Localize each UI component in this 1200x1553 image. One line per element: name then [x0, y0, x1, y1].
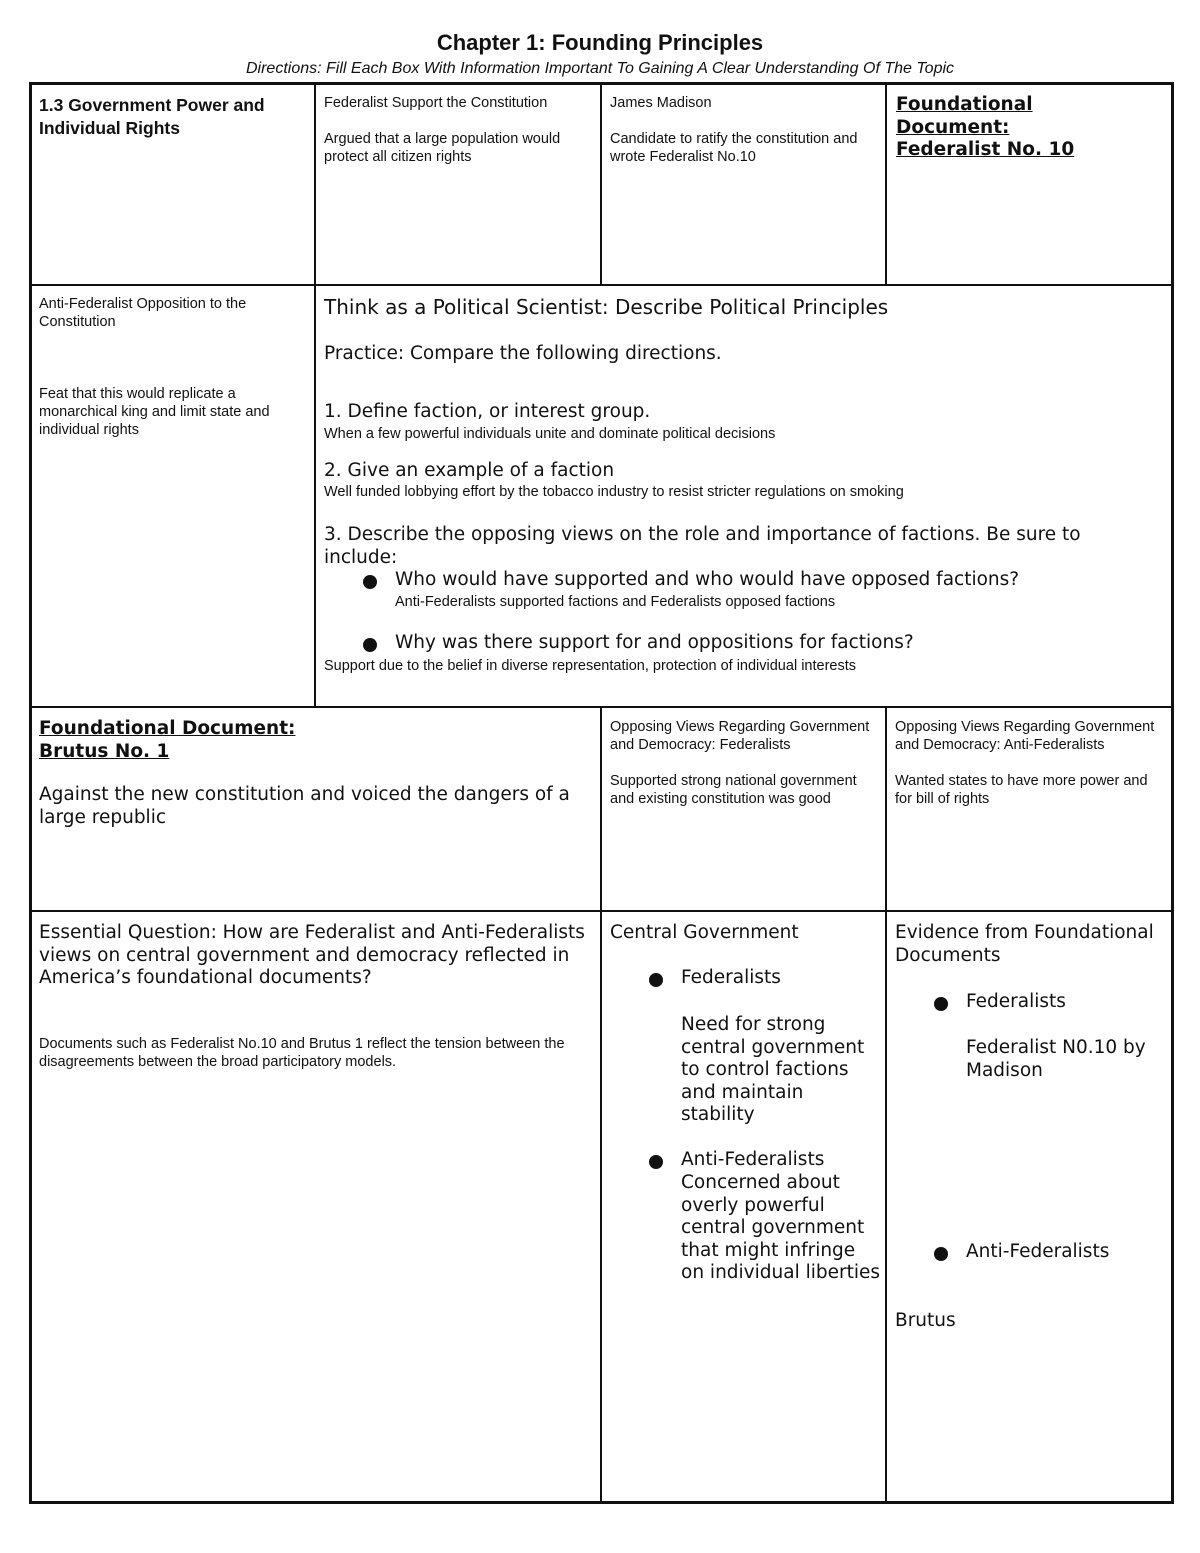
topic-label: 1.3 Government Power and Individual Rights — [39, 95, 265, 138]
brutus-doc-label: Foundational Document: — [39, 718, 296, 739]
question-1: 1. Define faction, or interest group. — [324, 401, 651, 422]
federalists-view-answer: Supported strong national government and existing constitution was good — [610, 773, 857, 807]
answer-2: Well funded lobbying effort by the tobacco industry to resist stricter regulations on smoking — [324, 484, 904, 500]
bullet-icon — [649, 1155, 663, 1169]
federalists-view-cell — [610, 718, 880, 808]
essential-question: Essential Question: How are Federalist and Anti-Federalists views on central government and democracy reflected in America’s foundational documents? — [39, 922, 585, 988]
political-scientist-cell — [316, 286, 1171, 706]
answer-1: When a few powerful individuals unite and dominate political decisions — [324, 426, 776, 442]
foundational-doc-title: Federalist No. 10 — [896, 139, 1075, 160]
madison-answer: Candidate to ratify the constitution and wrote Federalist No.10 — [610, 131, 858, 165]
anti-federalist-label: Anti-Federalist Opposition to the Constitution — [39, 296, 247, 330]
bullet-icon — [934, 1247, 948, 1261]
evidence-federalists-answer: Federalist N0.10 by Madison — [966, 1037, 1146, 1081]
grid-line — [1171, 82, 1174, 1504]
foundational-doc-federalist-cell — [896, 94, 1166, 162]
madison-cell — [610, 94, 875, 166]
bullet-1-question: Who would have supported and who would have opposed factions? — [395, 569, 1020, 590]
bullet-2-answer: Support due to the belief in diverse representation, protection of individual interests — [324, 658, 856, 674]
foundational-doc-label: Foundational Document: — [896, 94, 1033, 138]
central-government-cell — [602, 912, 885, 1501]
madison-label: James Madison — [610, 95, 712, 111]
brutus-answer: Against the new constitution and voiced the dangers of a large republic — [39, 784, 570, 828]
bullet-2-question: Why was there support for and oppositions for factions? — [395, 632, 914, 653]
grid-line — [600, 82, 602, 286]
grid-line — [29, 82, 32, 1504]
anti-federalist-answer: Feat that this would replicate a monarchical king and limit state and individual rights — [39, 386, 270, 438]
anti-federalists-view-cell — [895, 718, 1165, 808]
evidence-anti-answer: Brutus — [895, 1310, 956, 1331]
evidence-cell — [887, 912, 1171, 1501]
bullet-icon — [649, 973, 663, 987]
anti-federalists-view-answer: Wanted states to have more power and for bill of rights — [895, 773, 1148, 807]
grid-line — [885, 82, 887, 286]
bullet-icon — [363, 575, 377, 589]
federalist-support-cell — [324, 94, 594, 166]
question-2: 2. Give an example of a faction — [324, 460, 615, 481]
think-heading: Think as a Political Scientist: Describe Political Principles — [324, 295, 889, 319]
anti-federalists-view-label: Opposing Views Regarding Government and Democracy: Anti-Federalists — [895, 719, 1155, 753]
topic-cell — [39, 94, 304, 140]
evidence-anti-label: Anti-Federalists — [966, 1241, 1110, 1262]
central-federalists-label: Federalists — [681, 967, 781, 988]
essential-answer: Documents such as Federalist No.10 and Brutus 1 reflect the tension between the disagreements between the broad participatory models. — [39, 1035, 565, 1070]
federalist-support-label: Federalist Support the Constitution — [324, 95, 548, 111]
central-anti-answer: Concerned about overly powerful central government that might infringe on individual liberties — [681, 1172, 881, 1283]
evidence-heading: Evidence from Foundational Documents — [895, 922, 1154, 966]
federalist-support-answer: Argued that a large population would protect all citizen rights — [324, 131, 561, 165]
brutus-doc-title: Brutus No. 1 — [39, 740, 170, 762]
bullet-icon — [934, 997, 948, 1011]
essential-question-cell — [39, 922, 594, 1071]
bullet-icon — [363, 638, 377, 652]
central-federalists-answer: Need for strong central government to control factions and maintain stability — [681, 1014, 865, 1125]
bullet-1-answer: Anti-Federalists supported factions and Federalists opposed factions — [395, 594, 836, 610]
federalists-view-label: Opposing Views Regarding Government and Democracy: Federalists — [610, 719, 870, 753]
brutus-cell — [39, 718, 594, 829]
evidence-federalists-label: Federalists — [966, 991, 1066, 1012]
anti-federalist-cell — [39, 295, 304, 439]
question-3: 3. Describe the opposing views on the role and importance of factions. Be sure to include: — [324, 524, 1081, 568]
practice-text: Practice: Compare the following directions. — [324, 343, 722, 364]
graphic-organizer — [29, 82, 1174, 1504]
directions: Directions: Fill Each Box With Information Important To Gaining A Clear Understanding Of The Topic — [245, 60, 955, 77]
central-anti-label: Anti-Federalists — [681, 1149, 825, 1170]
page-title: Chapter 1: Founding Principles — [436, 30, 764, 55]
central-government-heading: Central Government — [610, 922, 799, 943]
